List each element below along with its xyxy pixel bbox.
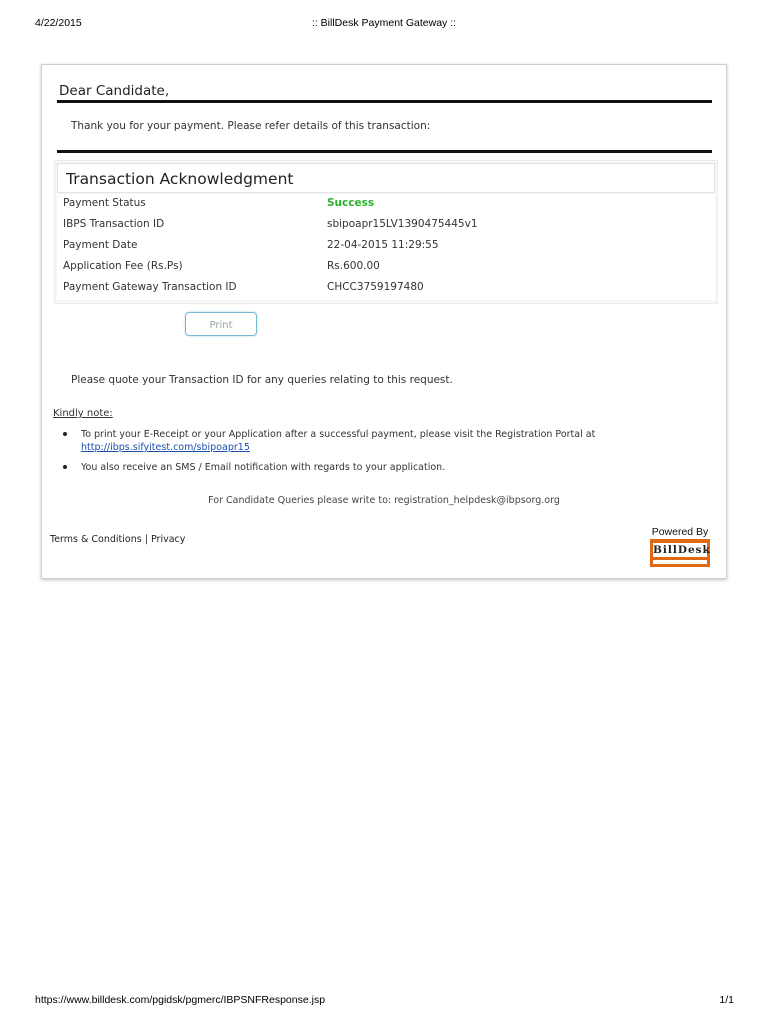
print-footer: [0, 994, 768, 1008]
footer-links: [50, 534, 185, 545]
payment-response-frame: [41, 64, 727, 579]
powered-by-label: Powered By: [651, 526, 709, 538]
row-label: Payment Date: [63, 239, 138, 251]
gateway-transaction-id-value: CHCC3759197480: [327, 281, 424, 293]
acknowledgment-title: Transaction Acknowledgment: [66, 170, 294, 188]
row-label: IBPS Transaction ID: [63, 218, 165, 230]
note-item-1: [81, 428, 601, 454]
note-item-1-text: To print your E-Receipt or your Application after a successful payment, please visit the Registration Portal at: [81, 429, 596, 440]
powered-by: [648, 526, 712, 571]
table-row: [57, 215, 715, 236]
thanks-message: Thank you for your payment. Please refer details of this transaction:: [71, 120, 431, 132]
divider: [57, 100, 712, 103]
payment-status-value: Success: [327, 197, 375, 209]
table-row: [57, 278, 715, 299]
registration-portal-link[interactable]: http://ibps.sifyitest.com/sbipoapr15: [81, 442, 250, 453]
billdesk-logo-strip: [653, 560, 707, 564]
acknowledgment-table: [57, 194, 715, 300]
print-header: [0, 17, 768, 31]
bullet-icon: [63, 465, 67, 469]
table-row: [57, 236, 715, 257]
print-title: :: BillDesk Payment Gateway ::: [311, 17, 457, 29]
bullet-icon: [63, 432, 67, 436]
link-separator: |: [144, 534, 148, 545]
print-button[interactable]: Print: [185, 312, 257, 336]
row-label: Payment Gateway Transaction ID: [63, 281, 237, 293]
billdesk-logo-text: BillDesk: [653, 544, 711, 556]
row-label: Payment Status: [63, 197, 146, 209]
note-item-2: You also receive an SMS / Email notification with regards to your application.: [81, 462, 446, 473]
candidate-queries-message: For Candidate Queries please write to: registration_helpdesk@ibpsorg.org: [208, 495, 560, 506]
print-date: 4/22/2015: [35, 17, 82, 29]
acknowledgment-header: [57, 163, 715, 193]
print-url: https://www.billdesk.com/pgidsk/pgmerc/IBPSNFResponse.jsp: [35, 994, 326, 1006]
row-label: Application Fee (Rs.Ps): [63, 260, 183, 272]
table-row: [57, 194, 715, 215]
print-page-number: 1/1: [719, 994, 734, 1006]
billdesk-logo: [650, 539, 710, 567]
table-row: [57, 257, 715, 278]
ibps-transaction-id-value: sbipoapr15LV1390475445v1: [327, 218, 478, 230]
quote-message: Please quote your Transaction ID for any queries relating to this request.: [71, 374, 453, 386]
privacy-link[interactable]: Privacy: [150, 534, 186, 545]
application-fee-value: Rs.600.00: [327, 260, 380, 272]
greeting: Dear Candidate,: [59, 83, 170, 99]
kindly-note-heading: Kindly note:: [53, 408, 113, 419]
terms-link[interactable]: Terms & Conditions: [50, 534, 142, 545]
payment-date-value: 22-04-2015 11:29:55: [327, 239, 439, 251]
transaction-acknowledgment-panel: [54, 160, 718, 304]
divider: [57, 150, 712, 153]
